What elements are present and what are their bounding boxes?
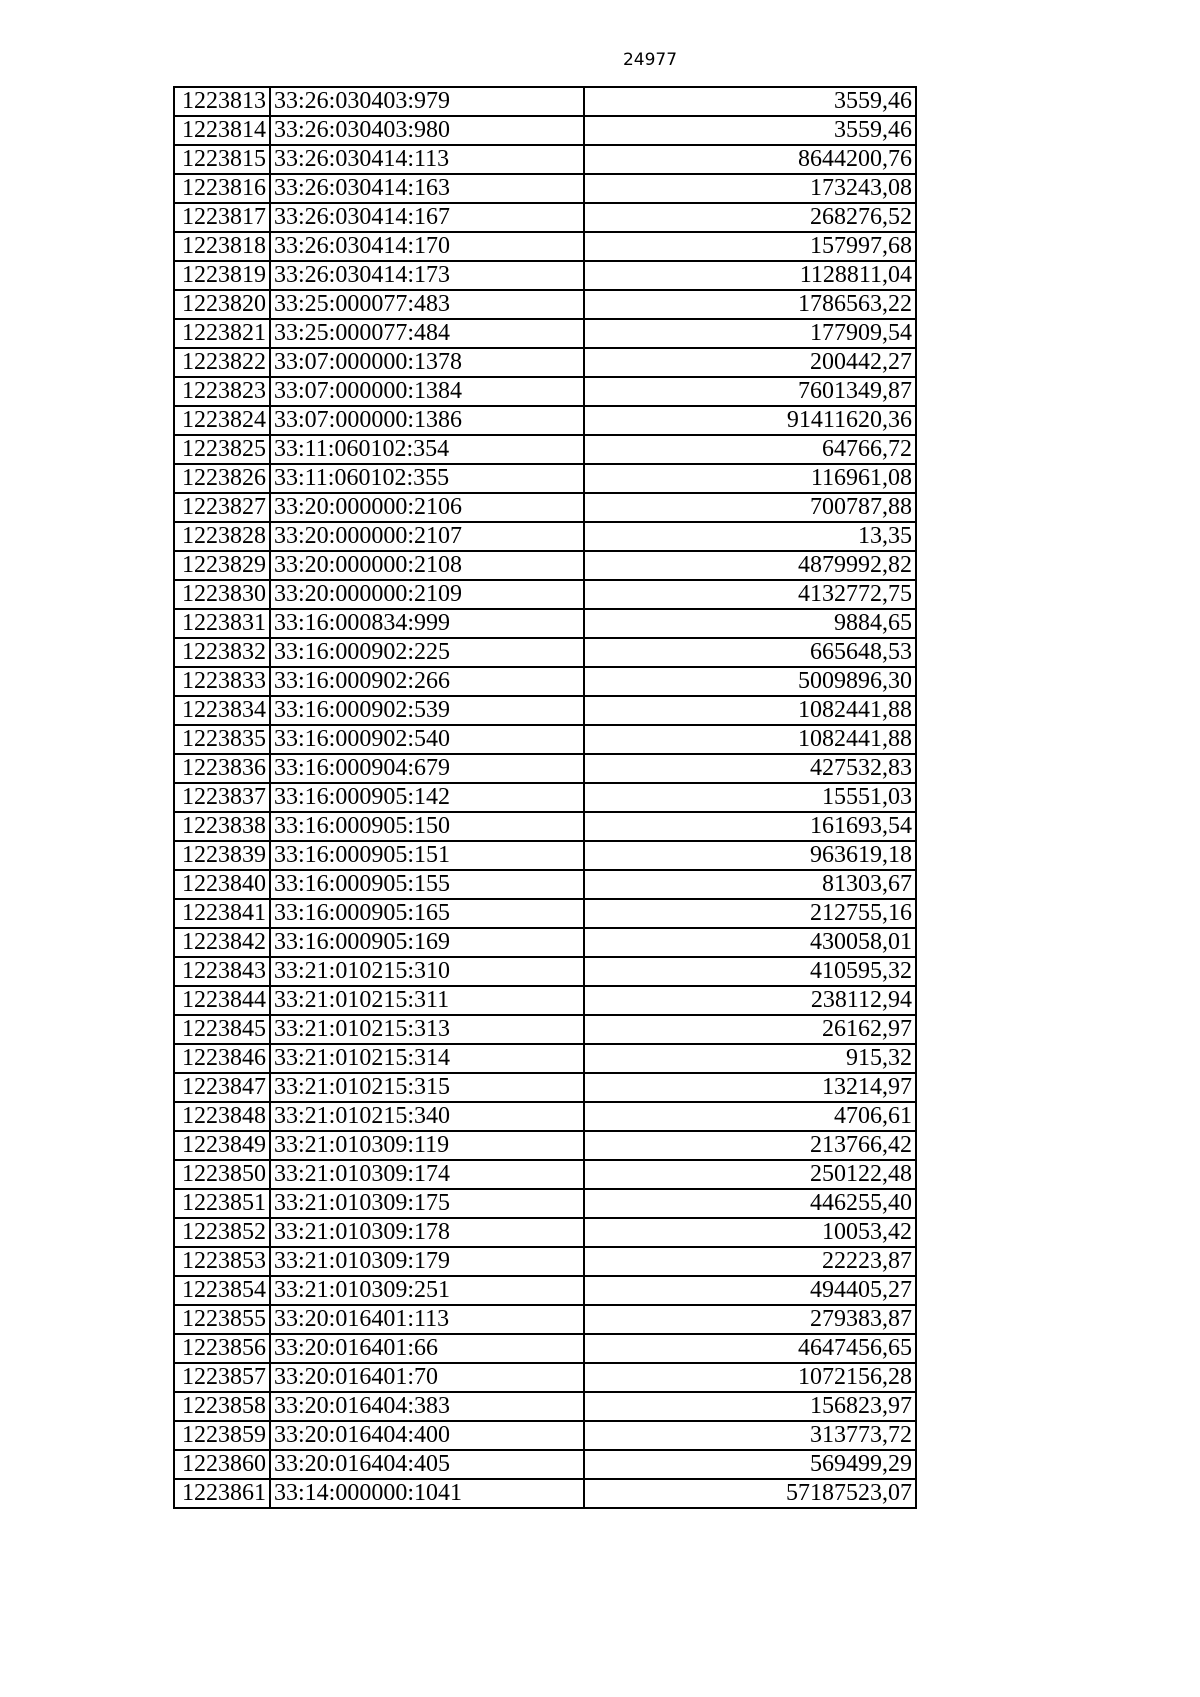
row-number-cell: 1223820 [174,290,270,319]
cadastral-number-cell: 33:26:030414:170 [270,232,584,261]
row-number-cell: 1223818 [174,232,270,261]
table-row [174,725,916,754]
row-number-cell: 1223857 [174,1363,270,1392]
table-row [174,116,916,145]
row-number-cell: 1223847 [174,1073,270,1102]
table-row [174,87,916,116]
table-row [174,1218,916,1247]
value-cell: 250122,48 [584,1160,916,1189]
table-row [174,261,916,290]
row-number-cell: 1223846 [174,1044,270,1073]
cadastral-number-cell: 33:20:016404:383 [270,1392,584,1421]
value-cell: 915,32 [584,1044,916,1073]
table-row [174,609,916,638]
value-cell: 430058,01 [584,928,916,957]
row-number-cell: 1223838 [174,812,270,841]
cadastral-number-cell: 33:20:016404:400 [270,1421,584,1450]
cadastral-number-cell: 33:20:000000:2108 [270,551,584,580]
value-cell: 4647456,65 [584,1334,916,1363]
cadastral-number-cell: 33:26:030414:173 [270,261,584,290]
table-row [174,783,916,812]
table-row [174,290,916,319]
table-row [174,1334,916,1363]
row-number-cell: 1223842 [174,928,270,957]
row-number-cell: 1223848 [174,1102,270,1131]
cadastral-number-cell: 33:16:000902:540 [270,725,584,754]
table-row [174,145,916,174]
cadastral-number-cell: 33:21:010215:340 [270,1102,584,1131]
value-cell: 213766,42 [584,1131,916,1160]
row-number-cell: 1223824 [174,406,270,435]
row-number-cell: 1223823 [174,377,270,406]
value-cell: 3559,46 [584,87,916,116]
value-cell: 64766,72 [584,435,916,464]
cadastral-number-cell: 33:16:000905:151 [270,841,584,870]
table-row [174,667,916,696]
row-number-cell: 1223855 [174,1305,270,1334]
value-cell: 1082441,88 [584,725,916,754]
cadastral-number-cell: 33:21:010215:315 [270,1073,584,1102]
value-cell: 13,35 [584,522,916,551]
table-row [174,754,916,783]
table-row [174,319,916,348]
table-row [174,1102,916,1131]
cadastral-number-cell: 33:21:010309:251 [270,1276,584,1305]
cadastral-number-cell: 33:20:016401:70 [270,1363,584,1392]
value-cell: 156823,97 [584,1392,916,1421]
table-row [174,522,916,551]
row-number-cell: 1223859 [174,1421,270,1450]
row-number-cell: 1223852 [174,1218,270,1247]
value-cell: 157997,68 [584,232,916,261]
cadastral-number-cell: 33:07:000000:1384 [270,377,584,406]
cadastral-number-cell: 33:20:016401:66 [270,1334,584,1363]
value-cell: 22223,87 [584,1247,916,1276]
table-row [174,1305,916,1334]
row-number-cell: 1223836 [174,754,270,783]
row-number-cell: 1223825 [174,435,270,464]
cadastral-number-cell: 33:26:030403:979 [270,87,584,116]
cadastral-number-cell: 33:21:010215:311 [270,986,584,1015]
value-cell: 9884,65 [584,609,916,638]
table-row [174,232,916,261]
cadastral-number-cell: 33:11:060102:354 [270,435,584,464]
row-number-cell: 1223854 [174,1276,270,1305]
row-number-cell: 1223843 [174,957,270,986]
row-number-cell: 1223828 [174,522,270,551]
table-row [174,841,916,870]
row-number-cell: 1223816 [174,174,270,203]
cadastral-number-cell: 33:26:030414:113 [270,145,584,174]
value-cell: 81303,67 [584,870,916,899]
row-number-cell: 1223844 [174,986,270,1015]
value-cell: 665648,53 [584,638,916,667]
cadastral-number-cell: 33:16:000902:266 [270,667,584,696]
row-number-cell: 1223821 [174,319,270,348]
cadastral-number-cell: 33:21:010215:314 [270,1044,584,1073]
value-cell: 13214,97 [584,1073,916,1102]
cadastral-number-cell: 33:25:000077:483 [270,290,584,319]
row-number-cell: 1223831 [174,609,270,638]
value-cell: 268276,52 [584,203,916,232]
cadastral-number-cell: 33:16:000905:169 [270,928,584,957]
table-row [174,1073,916,1102]
value-cell: 5009896,30 [584,667,916,696]
table-row [174,1044,916,1073]
table-row [174,348,916,377]
table-row [174,1392,916,1421]
value-cell: 410595,32 [584,957,916,986]
table-row [174,493,916,522]
cadastral-number-cell: 33:21:010309:119 [270,1131,584,1160]
cadastral-number-cell: 33:16:000904:679 [270,754,584,783]
table-row [174,406,916,435]
cadastral-number-cell: 33:16:000905:155 [270,870,584,899]
row-number-cell: 1223837 [174,783,270,812]
registry-table-body [174,87,916,1508]
cadastral-number-cell: 33:20:000000:2106 [270,493,584,522]
table-row [174,377,916,406]
table-row [174,174,916,203]
row-number-cell: 1223845 [174,1015,270,1044]
cadastral-number-cell: 33:20:016404:405 [270,1450,584,1479]
value-cell: 427532,83 [584,754,916,783]
value-cell: 4132772,75 [584,580,916,609]
cadastral-number-cell: 33:16:000905:150 [270,812,584,841]
value-cell: 1786563,22 [584,290,916,319]
value-cell: 177909,54 [584,319,916,348]
cadastral-number-cell: 33:20:000000:2109 [270,580,584,609]
value-cell: 4879992,82 [584,551,916,580]
value-cell: 494405,27 [584,1276,916,1305]
value-cell: 200442,27 [584,348,916,377]
row-number-cell: 1223835 [174,725,270,754]
value-cell: 3559,46 [584,116,916,145]
cadastral-number-cell: 33:16:000905:142 [270,783,584,812]
cadastral-number-cell: 33:16:000902:539 [270,696,584,725]
cadastral-number-cell: 33:11:060102:355 [270,464,584,493]
cadastral-number-cell: 33:16:000902:225 [270,638,584,667]
cadastral-number-cell: 33:21:010215:313 [270,1015,584,1044]
registry-table [173,86,917,1509]
value-cell: 1082441,88 [584,696,916,725]
row-number-cell: 1223856 [174,1334,270,1363]
table-row [174,1189,916,1218]
row-number-cell: 1223851 [174,1189,270,1218]
row-number-cell: 1223850 [174,1160,270,1189]
value-cell: 212755,16 [584,899,916,928]
table-row [174,1247,916,1276]
table-row [174,1421,916,1450]
value-cell: 313773,72 [584,1421,916,1450]
value-cell: 15551,03 [584,783,916,812]
value-cell: 26162,97 [584,1015,916,1044]
row-number-cell: 1223815 [174,145,270,174]
row-number-cell: 1223832 [174,638,270,667]
cadastral-number-cell: 33:16:000834:999 [270,609,584,638]
value-cell: 57187523,07 [584,1479,916,1508]
cadastral-number-cell: 33:21:010215:310 [270,957,584,986]
row-number-cell: 1223861 [174,1479,270,1508]
table-row [174,812,916,841]
table-row [174,1160,916,1189]
table-row [174,696,916,725]
value-cell: 700787,88 [584,493,916,522]
table-row [174,1131,916,1160]
row-number-cell: 1223849 [174,1131,270,1160]
table-row [174,986,916,1015]
row-number-cell: 1223827 [174,493,270,522]
value-cell: 116961,08 [584,464,916,493]
cadastral-number-cell: 33:16:000905:165 [270,899,584,928]
cadastral-number-cell: 33:20:016401:113 [270,1305,584,1334]
table-row [174,464,916,493]
value-cell: 7601349,87 [584,377,916,406]
row-number-cell: 1223826 [174,464,270,493]
row-number-cell: 1223814 [174,116,270,145]
cadastral-number-cell: 33:25:000077:484 [270,319,584,348]
row-number-cell: 1223817 [174,203,270,232]
value-cell: 4706,61 [584,1102,916,1131]
table-row [174,435,916,464]
table-row [174,1015,916,1044]
page-number: 24977 [622,50,678,70]
cadastral-number-cell: 33:14:000000:1041 [270,1479,584,1508]
value-cell: 238112,94 [584,986,916,1015]
row-number-cell: 1223858 [174,1392,270,1421]
table-row [174,203,916,232]
table-row [174,580,916,609]
row-number-cell: 1223841 [174,899,270,928]
value-cell: 8644200,76 [584,145,916,174]
cadastral-number-cell: 33:21:010309:174 [270,1160,584,1189]
table-row [174,1363,916,1392]
table-row [174,1450,916,1479]
table-row [174,870,916,899]
value-cell: 1128811,04 [584,261,916,290]
cadastral-number-cell: 33:20:000000:2107 [270,522,584,551]
cadastral-number-cell: 33:26:030403:980 [270,116,584,145]
cadastral-number-cell: 33:07:000000:1378 [270,348,584,377]
cadastral-number-cell: 33:21:010309:175 [270,1189,584,1218]
row-number-cell: 1223840 [174,870,270,899]
value-cell: 173243,08 [584,174,916,203]
value-cell: 569499,29 [584,1450,916,1479]
table-row [174,957,916,986]
table-row [174,551,916,580]
row-number-cell: 1223860 [174,1450,270,1479]
row-number-cell: 1223813 [174,87,270,116]
row-number-cell: 1223833 [174,667,270,696]
table-row [174,1276,916,1305]
value-cell: 10053,42 [584,1218,916,1247]
row-number-cell: 1223822 [174,348,270,377]
value-cell: 161693,54 [584,812,916,841]
row-number-cell: 1223830 [174,580,270,609]
table-row [174,1479,916,1508]
cadastral-number-cell: 33:07:000000:1386 [270,406,584,435]
row-number-cell: 1223834 [174,696,270,725]
table-row [174,638,916,667]
table-row [174,928,916,957]
row-number-cell: 1223853 [174,1247,270,1276]
cadastral-number-cell: 33:21:010309:178 [270,1218,584,1247]
value-cell: 91411620,36 [584,406,916,435]
row-number-cell: 1223819 [174,261,270,290]
value-cell: 446255,40 [584,1189,916,1218]
row-number-cell: 1223829 [174,551,270,580]
value-cell: 963619,18 [584,841,916,870]
table-row [174,899,916,928]
cadastral-number-cell: 33:26:030414:167 [270,203,584,232]
value-cell: 1072156,28 [584,1363,916,1392]
cadastral-number-cell: 33:26:030414:163 [270,174,584,203]
cadastral-number-cell: 33:21:010309:179 [270,1247,584,1276]
value-cell: 279383,87 [584,1305,916,1334]
row-number-cell: 1223839 [174,841,270,870]
